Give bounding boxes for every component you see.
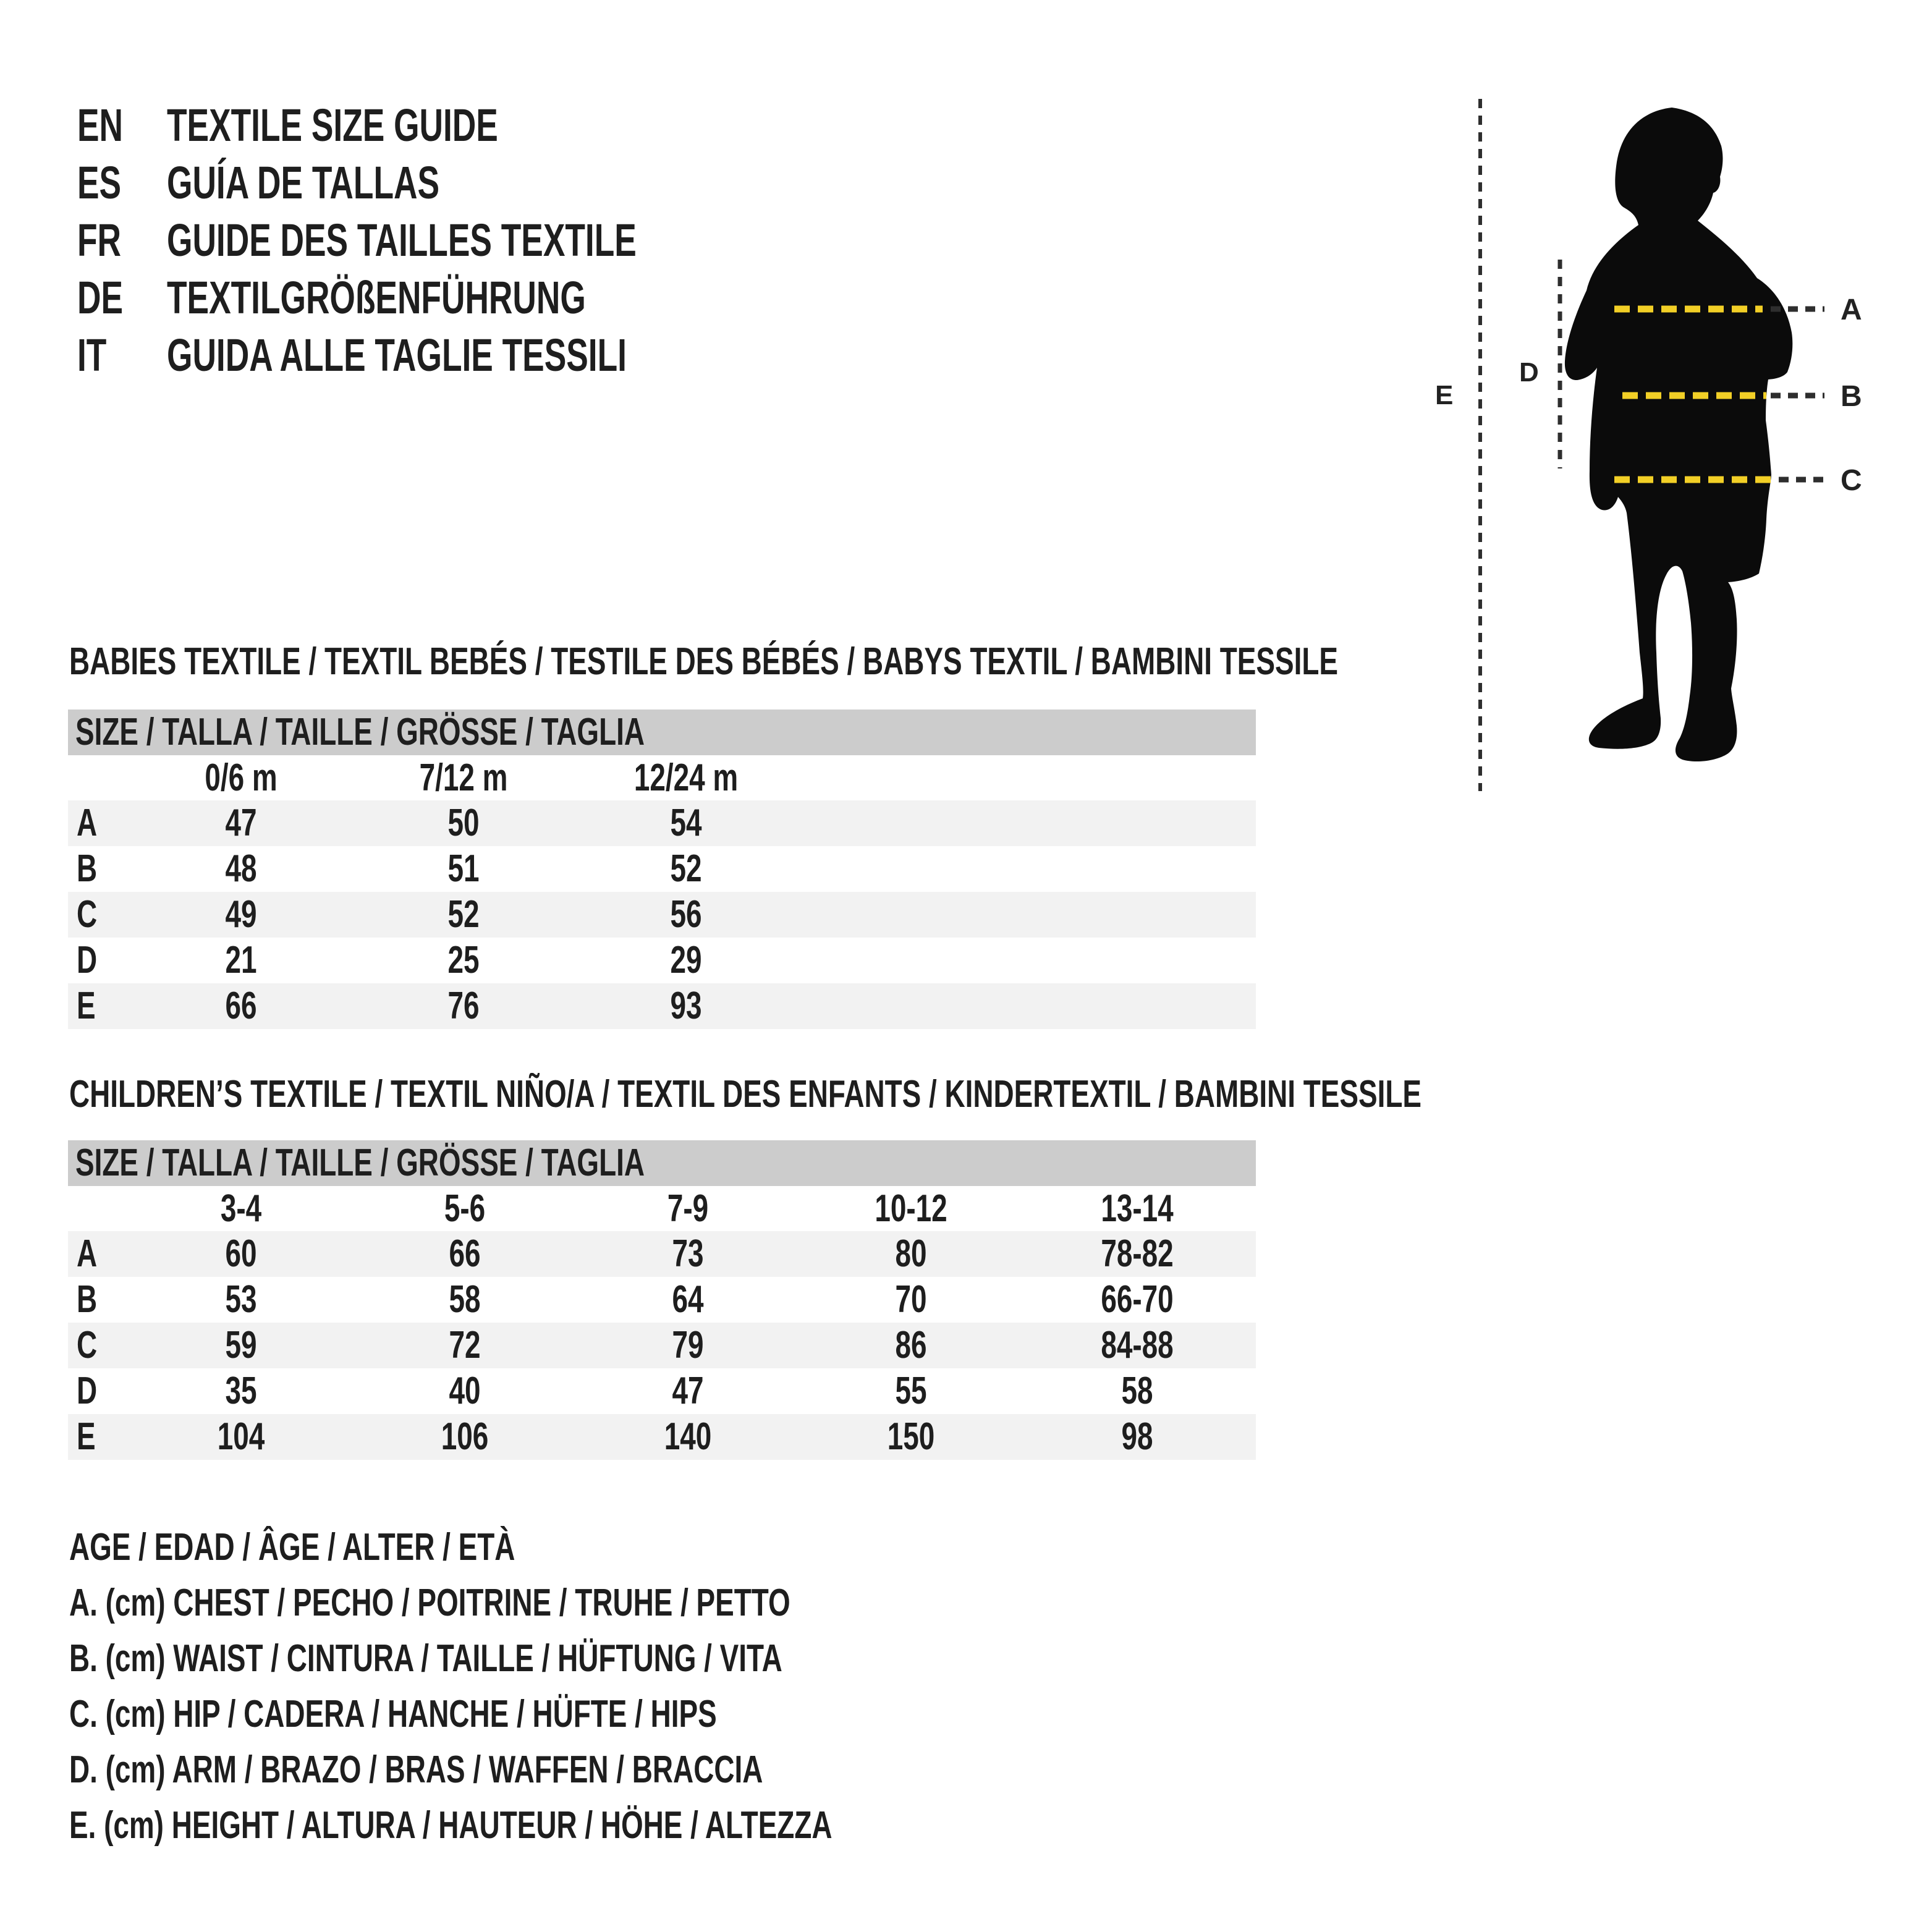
legend (69, 1526, 1120, 1875)
legend-line: B. (cm) WAIST / CINTURA / TAILLE / HÜFTUNG / VITA (69, 1637, 782, 1680)
legend-line: A. (cm) CHEST / PECHO / POITRINE / TRUHE / PETTO (69, 1582, 790, 1624)
cell-value: 55 (895, 1370, 927, 1412)
cell-value: 78-82 (1101, 1232, 1174, 1275)
column-header: 7-9 (667, 1187, 709, 1230)
cell-value: 140 (664, 1415, 712, 1458)
row-label: B (77, 1278, 98, 1321)
cell-value: 47 (225, 802, 257, 844)
row-label: E (77, 1415, 96, 1458)
children-size-header-bar (68, 1140, 1256, 1186)
language-title-block (0, 96, 927, 393)
cell-value: 66 (225, 985, 257, 1027)
cell-value: 53 (225, 1278, 257, 1321)
cell-value: 59 (225, 1324, 257, 1366)
cell-value: 58 (449, 1278, 481, 1321)
cell-value: 79 (672, 1324, 704, 1366)
legend-line: AGE / EDAD / ÂGE / ALTER / ETÀ (69, 1526, 515, 1569)
legend-line: D. (cm) ARM / BRAZO / BRAS / WAFFEN / BRACCIA (69, 1748, 763, 1791)
cell-value: 93 (670, 985, 702, 1027)
cell-value: 25 (447, 939, 480, 981)
cell-value: 48 (225, 847, 257, 890)
cell-value: 21 (225, 939, 257, 981)
language-guide-title: GUÍA DE TALLAS (167, 157, 440, 208)
language-guide-title: TEXTILGRÖßENFÜHRUNG (167, 272, 586, 323)
row-label: E (77, 985, 96, 1027)
language-row (77, 211, 943, 269)
cell-value: 64 (672, 1278, 704, 1321)
language-code: IT (77, 329, 107, 381)
legend-line: E. (cm) HEIGHT / ALTURA / HAUTEUR / HÖHE / ALTEZZA (69, 1804, 833, 1847)
language-row (77, 326, 943, 384)
cell-value: 72 (449, 1324, 481, 1366)
cell-value: 80 (895, 1232, 927, 1275)
cell-value: 76 (447, 985, 480, 1027)
measure-label-b: B (1841, 380, 1862, 413)
column-header: 7/12 m (419, 756, 508, 799)
size-figure (1409, 87, 1879, 803)
measure-label-d: D (1519, 357, 1539, 388)
cell-value: 47 (672, 1370, 704, 1412)
cell-value: 52 (447, 893, 480, 936)
babies-size-header-bar (68, 710, 1256, 755)
cell-value: 70 (895, 1278, 927, 1321)
cell-value: 56 (670, 893, 702, 936)
row-label: D (77, 1370, 98, 1412)
language-row (77, 96, 943, 154)
measure-label-a: A (1841, 294, 1862, 326)
column-header: 0/6 m (205, 756, 278, 799)
size-header-label: SIZE / TALLA / TAILLE / GRÖSSE / TAGLIA (75, 711, 645, 753)
cell-value: 73 (672, 1232, 704, 1275)
language-guide-title: GUIDE DES TAILLES TEXTILE (167, 214, 637, 266)
language-row (77, 154, 943, 211)
measure-label-c: C (1841, 464, 1862, 497)
column-header: 13-14 (1101, 1187, 1174, 1230)
cell-value: 35 (225, 1370, 257, 1412)
row-label: A (77, 802, 98, 844)
cell-value: 54 (670, 802, 702, 844)
row-label: A (77, 1232, 98, 1275)
cell-value: 150 (887, 1415, 935, 1458)
language-code: DE (77, 272, 124, 323)
column-header: 5-6 (444, 1187, 486, 1230)
row-label: D (77, 939, 98, 981)
babies-section-title: BABIES TEXTILE / TEXTIL BEBÉS / TESTILE DES BÉBÉS / BABYS TEXTIL / BAMBINI TESSILE (69, 640, 1338, 683)
size-header-label: SIZE / TALLA / TAILLE / GRÖSSE / TAGLIA (75, 1142, 645, 1184)
cell-value: 49 (225, 893, 257, 936)
cell-value: 51 (447, 847, 480, 890)
row-label: C (77, 1324, 98, 1366)
column-header: 12/24 m (633, 756, 739, 799)
column-header: 10-12 (875, 1187, 947, 1230)
measure-label-e: E (1435, 380, 1454, 410)
cell-value: 40 (449, 1370, 481, 1412)
child-silhouette-graphic (1565, 108, 1792, 761)
row-label: B (77, 847, 98, 890)
cell-value: 104 (217, 1415, 265, 1458)
children-section-title: CHILDREN’S TEXTILE / TEXTIL NIÑO/A / TEXTIL DES ENFANTS / KINDERTEXTIL / BAMBINI TESSILE (69, 1073, 1421, 1116)
column-header: 3-4 (220, 1187, 262, 1230)
cell-value: 66-70 (1101, 1278, 1174, 1321)
language-code: EN (77, 100, 124, 151)
cell-value: 98 (1121, 1415, 1153, 1458)
cell-value: 106 (441, 1415, 489, 1458)
cell-value: 60 (225, 1232, 257, 1275)
cell-value: 50 (447, 802, 480, 844)
language-code: FR (77, 214, 122, 266)
language-code: ES (77, 157, 122, 208)
cell-value: 29 (670, 939, 702, 981)
language-guide-title: TEXTILE SIZE GUIDE (167, 100, 498, 151)
legend-line: C. (cm) HIP / CADERA / HANCHE / HÜFTE / HIPS (69, 1693, 717, 1735)
cell-value: 86 (895, 1324, 927, 1366)
cell-value: 84-88 (1101, 1324, 1174, 1366)
row-label: C (77, 893, 98, 936)
cell-value: 58 (1121, 1370, 1153, 1412)
language-row (77, 269, 943, 326)
language-guide-title: GUIDA ALLE TAGLIE TESSILI (167, 329, 627, 381)
cell-value: 66 (449, 1232, 481, 1275)
cell-value: 52 (670, 847, 702, 890)
